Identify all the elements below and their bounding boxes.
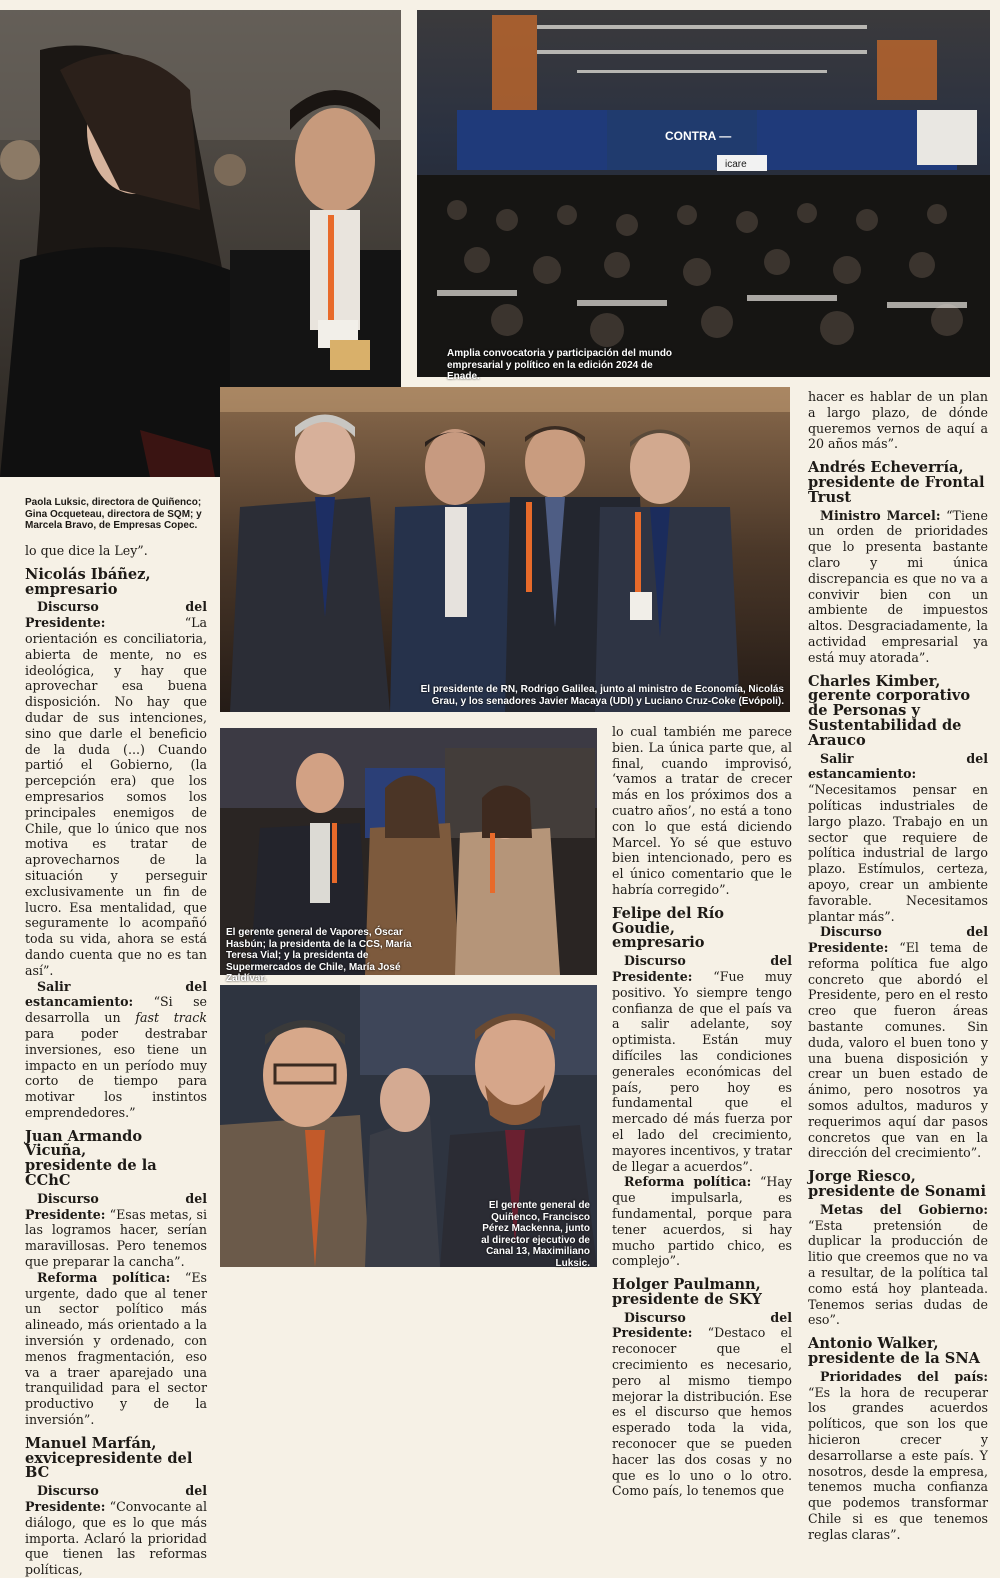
- photo-rn-economia: [220, 387, 790, 712]
- heading-jorge-riesco: Jorge Riesco, presidente de Sonami: [808, 1168, 987, 1201]
- col3-continuation: lo cual también me parece bien. La única parte que, al final, cuando improvisó, ‘vamos a tratar de crecer más en los próximos dos a cuatro años’, no está a tono con lo que está diciendo Marcel. Yo sé que estuvo bien intencionado, pero es el único comentario que le habría corregido”.: [612, 724, 792, 897]
- photo-enade-hall: [417, 10, 990, 377]
- heading-antonio-walker: Antonio Walker, presidente de la SNA: [808, 1335, 980, 1368]
- caption-paola-luksic: Paola Luksic, directora de Quiñenco; Gina Ocqueteau, directora de SQM; y Marcela Bravo, de Empresas Copec.: [25, 497, 202, 531]
- heading-holger-paulmann: Holger Paulmann, presidente de SKY: [612, 1276, 762, 1308]
- stage-title: CONTRA —: [665, 129, 732, 143]
- column-1: lo que dice la Ley”. Nicolás Ibáñez, empresario Discurso del Presidente: “La orientación es conciliatoria, abierta de mente, no es ideológica, y hay que aprovechar esa buena disposición. No hay que dudar de sus intenciones, sino que darle el beneficio de la duda (...) Cuando partió el Gobierno, (la percepción era) que los empresarios somos los principales enemigos de Chile, que lo único que nos motiva es tratar de aprovecharnos de la situación y perseguir exclusivamente un fin de lucro. Esa mentalidad, que seguramente lo acompañó toda su vida, ahora se está dando cuenta que no es tan así”. Salir del estancamiento: “Si se desarrolla un fast track para poder destrabar inversiones, eso tiene un impacto en un período muy corto de tiempo para motivar los instintos emprendedores.” Juan Armando Vicuña, presidente de la CChC Discurso del Presidente: “Esas metas, si las logramos hacer, serían maravillosas. Pero tenemos que preparar la cancha”. Reforma política: “Es urgente, dado que al tener un sector político más alineado, más orientado a la inversión y ordenado, con menos fragmentación, eso va a traer aparejado una tranquilidad para el sector productivo y de la inversión”. Manuel Marfán, exvicepresidente del BC Discurso del Presidente: “Convocante al diálogo, que es lo que más importa. Aclaró la prioridad que tienen las reformas políticas,: [25, 543, 207, 1578]
- col1-intro: lo que dice la Ley”.: [25, 543, 148, 558]
- heading-manuel-marfan: Manuel Marfán, exvicepresidente del BC: [25, 1434, 193, 1482]
- heading-charles-kimber: Charles Kimber, gerente corporativo de Personas y Sustentabilidad de Arauco: [808, 672, 971, 749]
- caption-rn-economia: El presidente de RN, Rodrigo Galilea, junto al ministro de Economía, Nicolás Grau, y los senadores Javier Macaya (UDI) y Luciano Cruz-Coke (Evópoli).: [420, 684, 784, 707]
- heading-andres-echeverria: Andrés Echeverría, presidente de Frontal Trust: [808, 459, 985, 506]
- heading-juan-armando-vicuna: Juan Armando Vicuña, presidente de la CChC: [25, 1127, 157, 1190]
- stage-brand: icare: [725, 159, 747, 170]
- col4-continuation: hacer es hablar de un plan a largo plazo, de dónde queremos vernos de aquí a 20 años más”.: [808, 389, 988, 452]
- label-estancamiento: Salir del estancamiento:: [25, 978, 207, 1010]
- column-4: hacer es hablar de un plan a largo plazo, de dónde queremos vernos de aquí a 20 años más”. Andrés Echeverría, presidente de Frontal Trust Ministro Marcel: “Tiene un orden de prioridades que lo presenta bastante claro y mi única discrepancia es que no va a convivir bien con un ambiente de impuestos altos. Desgraciadamente, la actividad empresarial ya está muy atorada”. Charles Kimber, gerente corporativo de Personas y Sustentabilidad de Arauco Salir del estancamiento: “Necesitamos pensar en políticas industriales de largo plazo. Trabajo en un sector que requiere de política industrial de largo plazo. Estímulos, certeza, apoyo, crear un ambiente favorable. Necesitamos plantar más”. Discurso del Presidente: “El tema de reforma política fue algo concreto que abordó el Presidente, pero en el resto creo que fueron áreas bastante comunes. Sin duda, valoro el buen tono y una buena disposición y crear un buen estado de ánimo, pero nosotros ya somos adultos, maduros y requerimos aquí dar pasos concretos que van en la dirección del crecimiento”. Jorge Riesco, presidente de Sonami Metas del Gobierno: “Esta pretensión de duplicar la producción de litio que creemos que no va a resultar, de la política tal como está hoy planteada. Tenemos serias dudas de eso”. Antonio Walker, presidente de la SNA Prioridades del país: “Es la hora de recuperar los grandes acuerdos políticos, que son los que hicieron crecer y desarrollarse a este país. Y nosotros, desde la empresa, tenemos mucha confianza que podemos transformar Chile si es que tenemos reglas claras”.: [808, 389, 988, 1542]
- caption-enade-hall: Amplia convocatoria y participación del mundo empresarial y político en la edición 2024 de Enade.: [447, 348, 673, 382]
- heading-nicolas-ibanez: Nicolás Ibáñez, empresario: [25, 565, 151, 598]
- column-3: lo cual también me parece bien. La única parte que, al final, cuando improvisó, ‘vamos a tratar de crecer más en los próximos dos a cuatro años’, no está a tono con lo que está diciendo Marcel. Yo sé que estuvo bien intencionado, pero es el único comentario que le habría corregido”. Felipe del Río Goudie, empresario Discurso del Presidente: “Fue muy positivo. Yo siempre tengo confianza de que el país va a salir adelante, soy optimista. Están muy difíciles las condiciones generales económicas del país, pero hoy es fundamental que el mercado dé más fuerza por el lado del crecimiento, mayores incentivos, y tratar de llegar a acuerdos”. Reforma política: “Hay que impulsarla, es fundamental, porque para tener acuerdos, si hay mucho partido chico, es complejo”. Holger Paulmann, presidente de SKY Discurso del Presidente: “Destaco el reconocer que el crecimiento es necesario, pero al mismo tiempo mejorar la distribución. Ese es el discurso que hemos esperado toda la vida, reconocer que se pueden hacer las dos cosas y no que es lo uno o lo otro. Como país, lo tenemos que: [612, 724, 792, 1499]
- label-discurso: Discurso del Presidente:: [25, 599, 207, 631]
- caption-quinenco-canal13: El gerente general de Quiñenco, Francisco Pérez Mackenna, junto al director ejecutivo de Canal 13, Maximiliano Luksic.: [481, 1200, 590, 1269]
- heading-felipe-del-rio: Felipe del Río Goudie, empresario: [612, 904, 725, 952]
- caption-vapores-ccs: El gerente general de Vapores, Óscar Hasbún; la presidenta de la CCS, María Teresa Vial; y la presidenta de Supermercados de Chile, María José Zaldívar.: [226, 927, 412, 984]
